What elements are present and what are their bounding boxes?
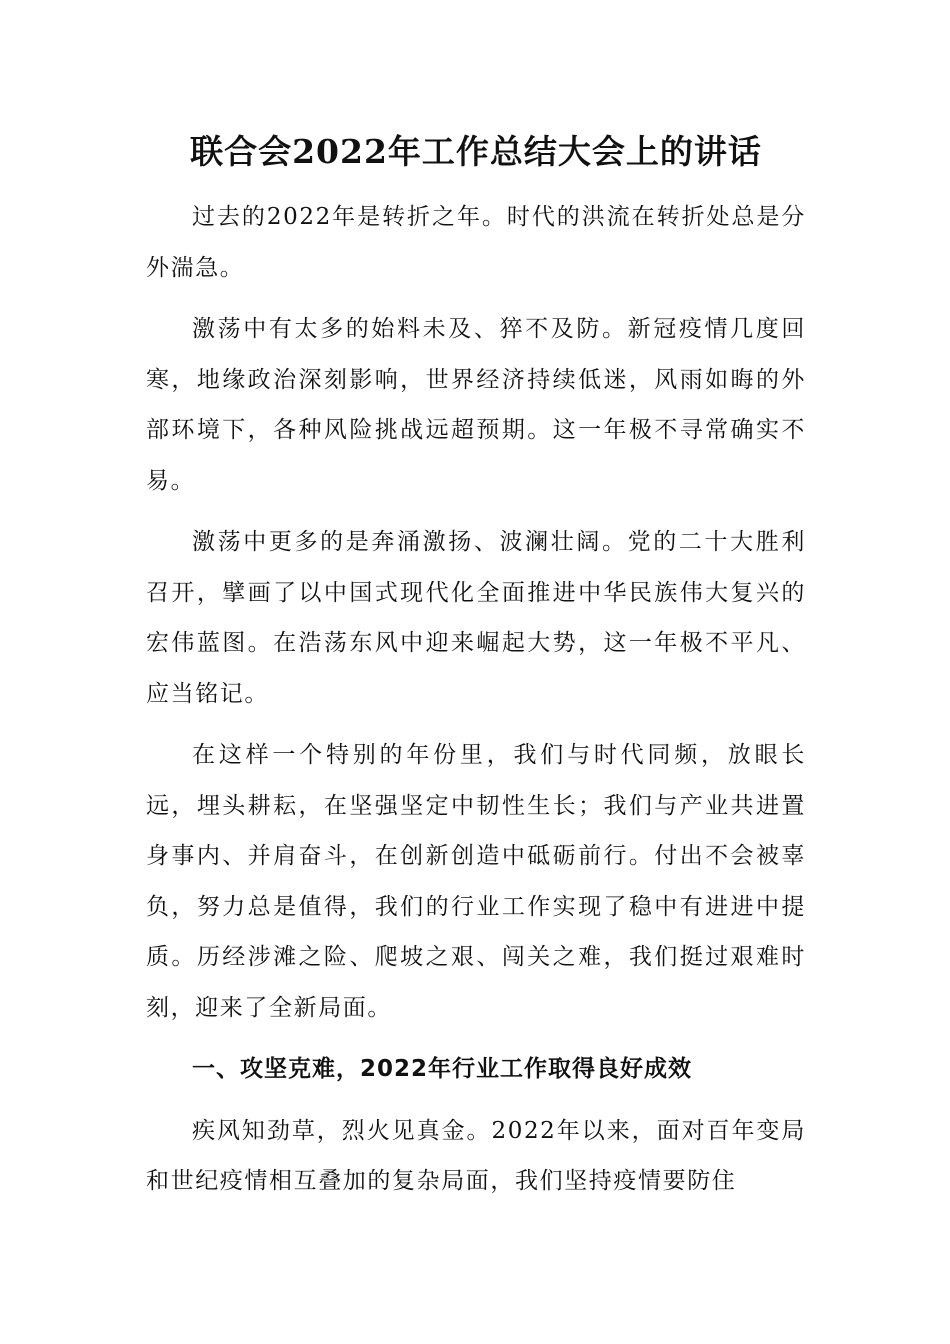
paragraph: 激荡中有太多的始料未及、猝不及防。新冠疫情几度回寒，地缘政治深刻影响，世界经济持续低迷，风雨如晦的外部环境下，各种风险挑战远超预期。这一年极不寻常确实不易。 [146,316,806,494]
paragraph-spacer [146,1095,806,1106]
paragraph: 过去的2022年是转折之年。时代的洪流在转折处总是分外湍急。 [146,204,806,281]
paragraph-spacer [146,719,806,730]
paragraph: 激荡中更多的是奔涌激扬、波澜壮阔。党的二十大胜利召开，擘画了以中国式现代化全面推进中华民族伟大复兴的宏伟蓝图。在浩荡东风中迎来崛起大势，这一年极不平凡、应当铭记。 [146,529,806,707]
paragraph: 疾风知劲草，烈火见真金。2022年以来，面对百年变局和世纪疫情相互叠加的复杂局面，我们坚持疫情要防住 [146,1117,806,1194]
document-page [146,122,806,1207]
document-title: 联合会2022年工作总结大会上的讲话 [190,132,762,171]
section-heading: 一、攻坚克难，2022年行业工作取得良好成效 [192,1056,693,1082]
paragraph-spacer [146,293,806,304]
paragraph: 在这样一个特别的年份里，我们与时代同频，放眼长远，埋头耕耘，在坚强坚定中韧性生长；我们与产业共进置身事内、并肩奋斗，在创新创造中砥砺前行。付出不会被辜负，努力总是值得，我们的行业工作实现了稳中有进进中提质。历经涉滩之险、爬坡之艰、闯关之难，我们挺过艰难时刻，迎来了全新局面。 [146,742,806,1021]
paragraph-spacer [146,506,806,517]
title-spacer [146,182,806,192]
paragraph-spacer [146,1033,806,1044]
